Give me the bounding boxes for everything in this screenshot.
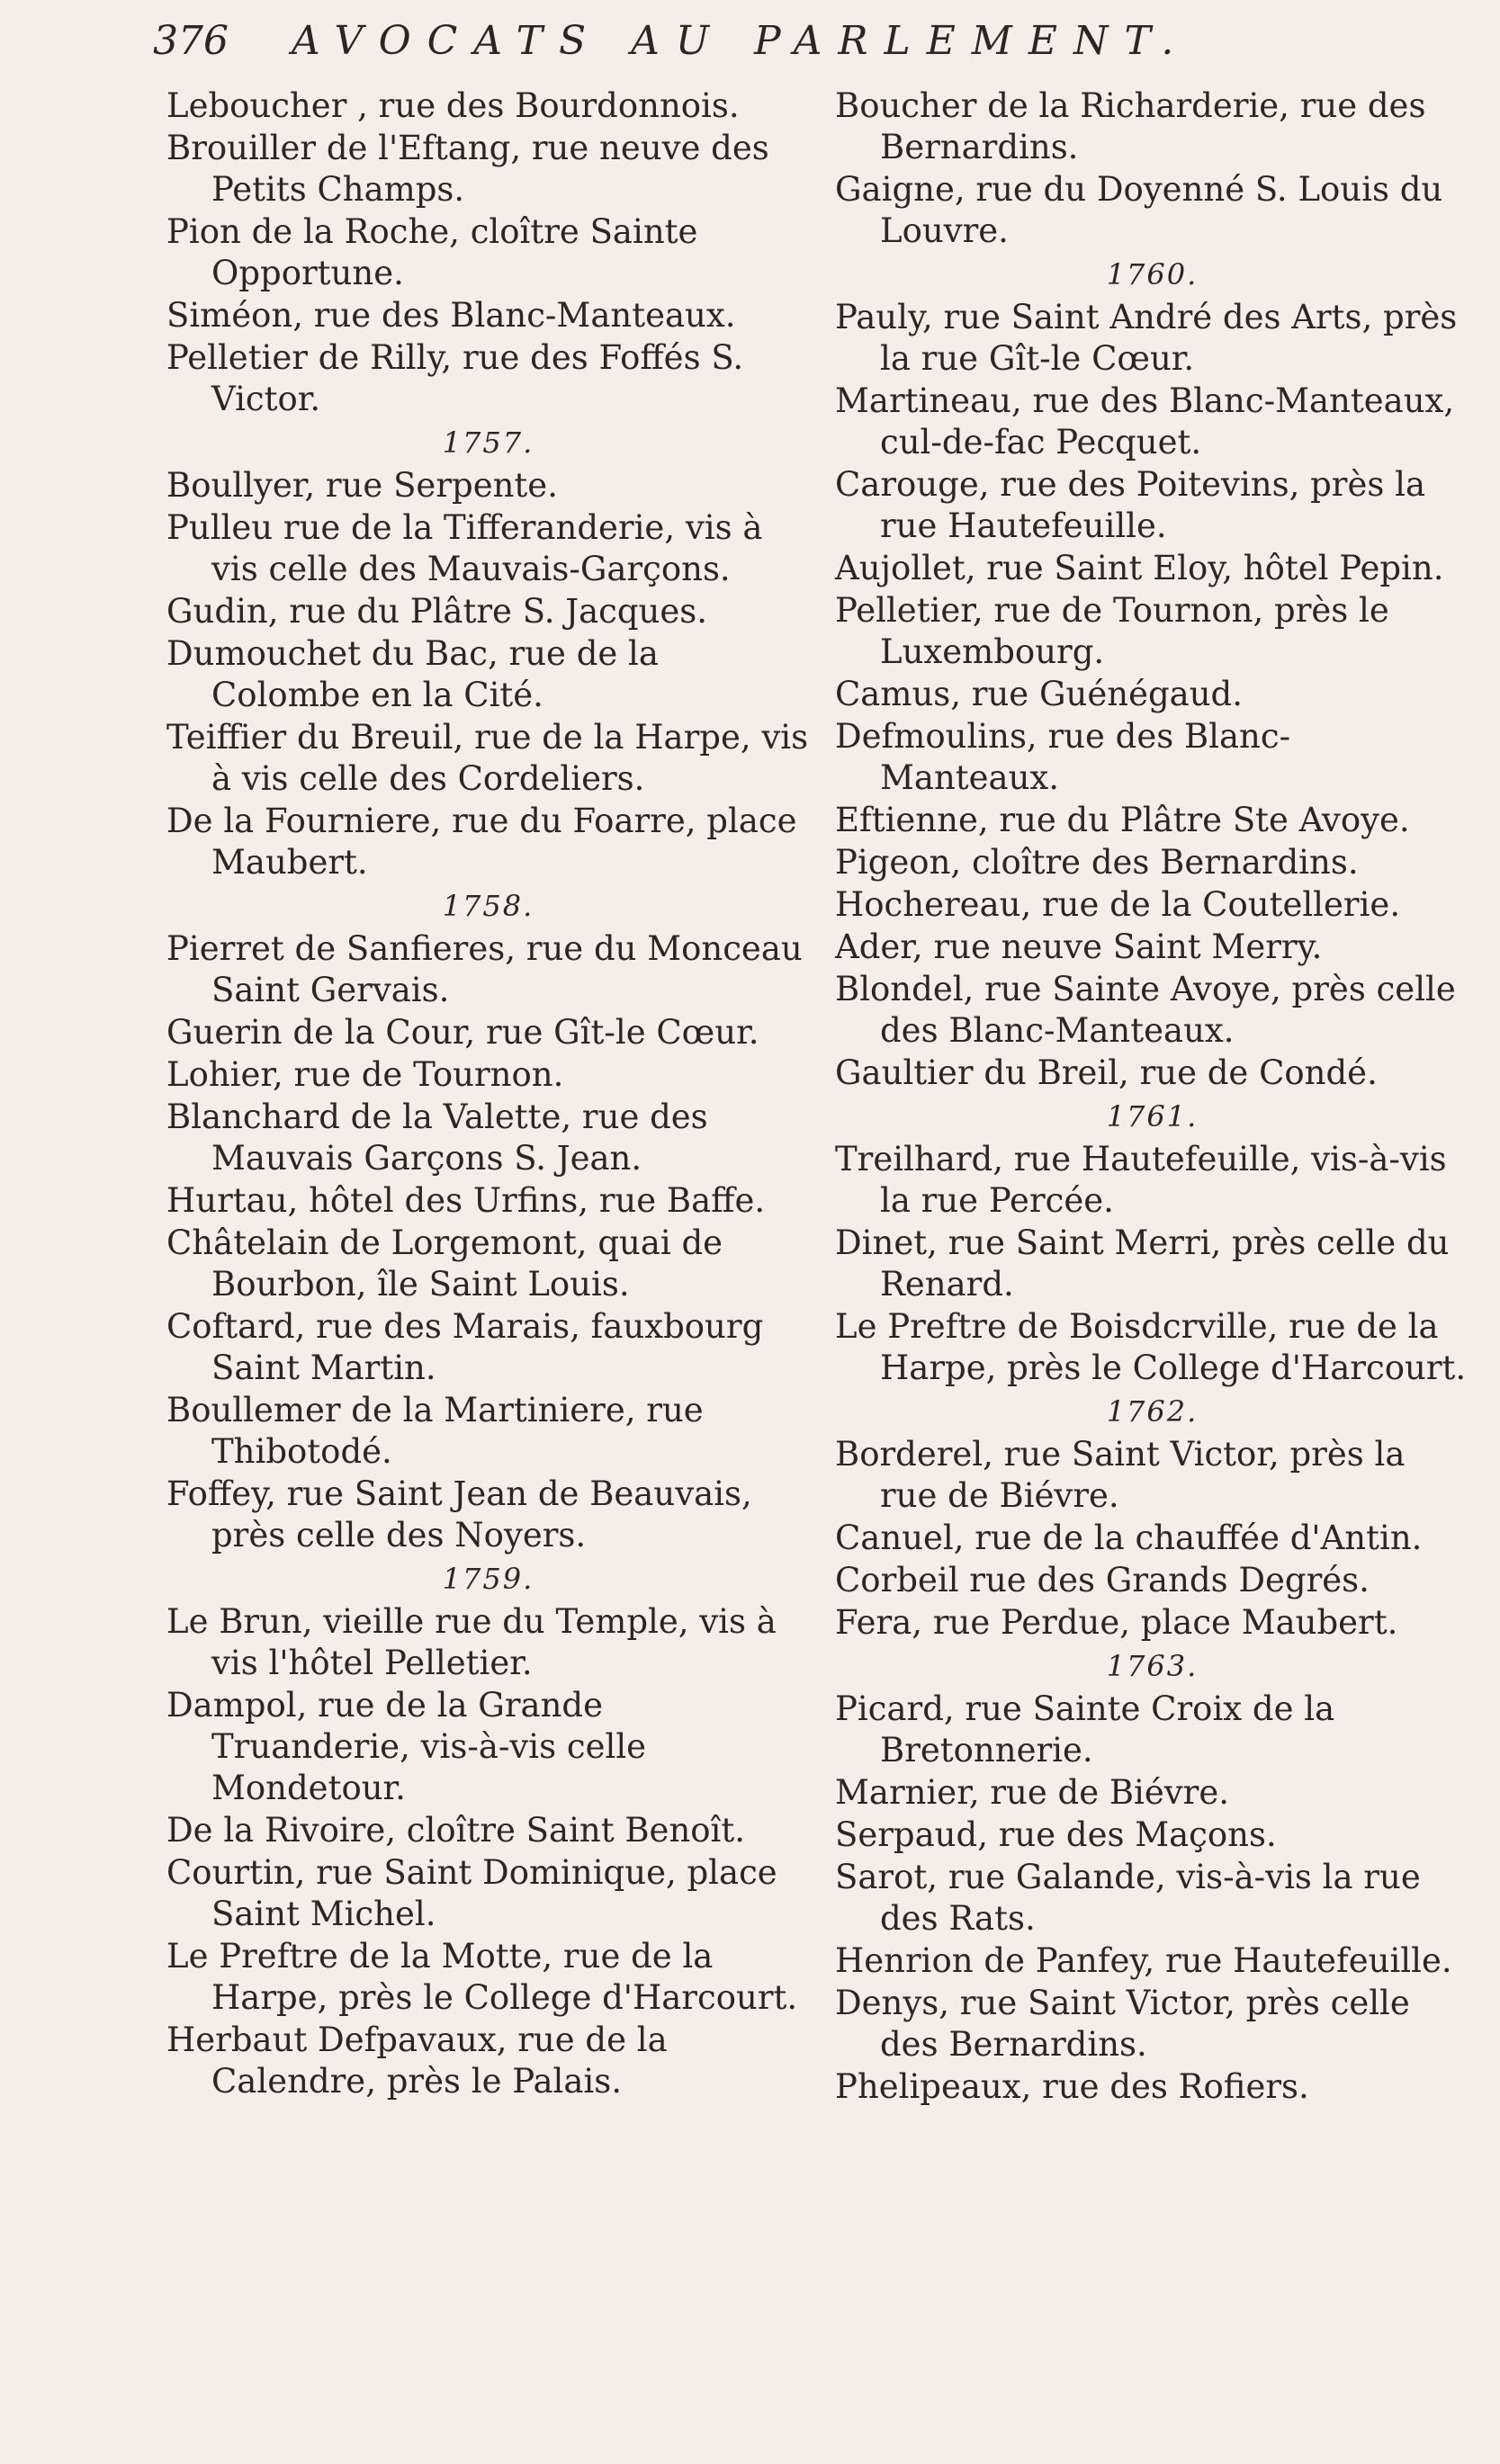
directory-entry: Pulleu rue de la Tifferanderie, vis à vis celle des Mauvais-Garçons. (166, 508, 763, 588)
directory-entry: Coftard, rue des Marais, fauxbourg Saint Martin. (166, 1307, 764, 1387)
directory-entry: Boullyer, rue Serpente. (166, 466, 558, 505)
directory-entry: Pion de la Roche, cloître Sainte Opportune. (166, 212, 698, 292)
directory-entry: Boucher de la Richarderie, rue des Bernardins. (835, 86, 1426, 166)
directory-entry: Sarot, rue Galande, vis-à-vis la rue des Rats. (835, 1858, 1421, 1938)
directory-entry: Lohier, rue de Tournon. (166, 1055, 564, 1094)
directory-entry: Hochereau, rue de la Coutellerie. (835, 885, 1401, 924)
directory-entry: Pigeon, cloître des Bernardins. (835, 843, 1359, 882)
year-heading: 1762. (1106, 1394, 1199, 1429)
directory-entry: Le Preftre de la Motte, rue de la Harpe, près le College d'Harcourt. (166, 1937, 798, 2017)
directory-entry: Treilhard, rue Hautefeuille, vis-à-vis la rue Percée. (835, 1140, 1447, 1220)
left-column (166, 85, 810, 2103)
directory-entry: Aujollet, rue Saint Eloy, hôtel Pepin. (835, 549, 1444, 587)
year-heading: 1761. (1106, 1099, 1199, 1133)
directory-entry: Gudin, rue du Plâtre S. Jacques. (166, 592, 708, 631)
directory-entry: Picard, rue Sainte Croix de la Bretonnerie. (835, 1689, 1335, 1770)
directory-entry: De la Rivoire, cloître Saint Benoît. (166, 1811, 746, 1850)
directory-entry: Corbeil rue des Grands Degrés. (835, 1561, 1370, 1599)
directory-entry: Dinet, rue Saint Merri, près celle du Renard. (835, 1223, 1450, 1304)
directory-entry: Herbaut Defpavaux, rue de la Calendre, près le Palais. (166, 2020, 668, 2101)
directory-entry: Boullemer de la Martiniere, rue Thibotodé. (166, 1391, 704, 1471)
directory-entry: Gaultier du Breil, rue de Condé. (835, 1053, 1378, 1092)
directory-entry: Courtin, rue Saint Dominique, place Saint Michel. (166, 1853, 777, 1933)
year-heading: 1759. (442, 1562, 534, 1596)
directory-entry: Guerin de la Cour, rue Gît-le Cœur. (166, 1013, 759, 1052)
directory-entry: Fera, rue Perdue, place Maubert. (835, 1603, 1398, 1642)
right-column (835, 85, 1469, 2109)
year-heading: 1757. (442, 426, 534, 460)
directory-entry: Châtelain de Lorgemont, quai de Bourbon, île Saint Louis. (166, 1223, 723, 1304)
directory-entry: Le Preftre de Boisdcrville, rue de la Harpe, près le College d'Harcourt. (835, 1307, 1467, 1387)
directory-entry: Defmoulins, rue des Blanc-Manteaux. (835, 717, 1291, 797)
directory-entry: Pauly, rue Saint André des Arts, près la rue Gît-le Cœur. (835, 298, 1458, 378)
directory-entry: Pierret de Sanfieres, rue du Monceau Saint Gervais. (166, 929, 803, 1009)
year-heading: 1760. (1106, 257, 1199, 291)
directory-entry: Dampol, rue de la Grande Truanderie, vis-à-vis celle Mondetour. (166, 1686, 647, 1807)
directory-entry: Brouiller de l'Eftang, rue neuve des Petits Champs. (166, 129, 769, 209)
directory-entry: Eftienne, rue du Plâtre Ste Avoye. (835, 801, 1410, 839)
directory-entry: Blanchard de la Valette, rue des Mauvais Garçons S. Jean. (166, 1098, 708, 1178)
directory-entry: Canuel, rue de la chauffée d'Antin. (835, 1519, 1423, 1557)
directory-entry: Pelletier, rue de Tournon, près le Luxembourg. (835, 591, 1389, 671)
directory-entry: Denys, rue Saint Victor, près celle des Bernardins. (835, 1984, 1410, 2064)
page-number: 376 (153, 18, 229, 64)
directory-entry: Phelipeaux, rue des Rofiers. (835, 2067, 1309, 2106)
directory-entry: Dumouchet du Bac, rue de la Colombe en la Cité. (166, 634, 659, 714)
directory-entry: Siméon, rue des Blanc-Manteaux. (166, 296, 736, 335)
directory-entry: Carouge, rue des Poitevins, près la rue Hautefeuille. (835, 465, 1426, 545)
directory-entry: Ader, rue neuve Saint Merry. (835, 927, 1323, 966)
page-header (153, 18, 1323, 81)
directory-entry: Camus, rue Guénégaud. (835, 675, 1243, 713)
directory-entry: Foffey, rue Saint Jean de Beauvais, près celle des Noyers. (166, 1474, 752, 1555)
year-heading: 1763. (1106, 1649, 1199, 1683)
directory-entry: Blondel, rue Sainte Avoye, près celle des Blanc-Manteaux. (835, 970, 1456, 1050)
directory-entry: Hurtau, hôtel des Urfins, rue Baffe. (166, 1181, 766, 1220)
running-title: AVOCATS AU PARLEMENT. (291, 18, 1190, 64)
directory-entry: Teiffier du Breuil, rue de la Harpe, vis à vis celle des Cordeliers. (166, 718, 809, 798)
directory-entry: De la Fourniere, rue du Foarre, place Maubert. (166, 802, 797, 882)
directory-entry: Serpaud, rue des Maçons. (835, 1815, 1277, 1854)
directory-entry: Martineau, rue des Blanc-Manteaux, cul-de-fac Pecquet. (835, 381, 1455, 461)
directory-entry: Henrion de Panfey, rue Hautefeuille. (835, 1941, 1452, 1980)
year-heading: 1758. (442, 889, 534, 923)
directory-entry: Pelletier de Rilly, rue des Foffés S. Victor. (166, 338, 744, 418)
directory-entry: Borderel, rue Saint Victor, près la rue de Biévre. (835, 1435, 1406, 1515)
directory-entry: Marnier, rue de Biévre. (835, 1773, 1230, 1812)
directory-entry: Leboucher , rue des Bourdonnois. (166, 86, 740, 125)
directory-entry: Gaigne, rue du Doyenné S. Louis du Louvre. (835, 170, 1443, 250)
directory-entry: Le Brun, vieille rue du Temple, vis à vis l'hôtel Pelletier. (166, 1602, 777, 1682)
